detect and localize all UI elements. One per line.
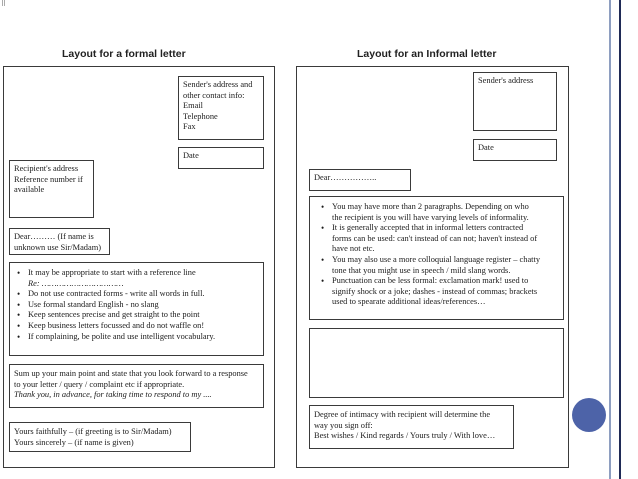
formal-body-box — [9, 262, 264, 356]
informal-body-list — [316, 202, 559, 308]
signoff-line: Best wishes / Kind regards / Yours truly / With love… — [314, 431, 496, 441]
list-item: • Do not use contracted forms - write all words in full. — [28, 289, 259, 300]
sender-line: Fax — [183, 122, 196, 132]
top-left-mark — [2, 0, 5, 6]
recipient-line: Recipient's address — [14, 164, 79, 173]
sender-line: Sender's address — [478, 76, 534, 85]
signoff-line: Yours sincerely – (if name is given) — [14, 437, 134, 447]
sender-line: other contact info: — [183, 90, 245, 100]
dear-line: unknown use Sir/Madam) — [14, 242, 101, 252]
sender-line: Telephone — [183, 111, 218, 121]
informal-date-box — [473, 139, 557, 161]
list-item: • It is generally accepted that in informal letters contracted forms can be used: can't instead of can not; haven't instead of have not etc. — [332, 223, 559, 255]
summary-line: Thank you, in advance, for taking time to respond to my .... — [14, 390, 212, 400]
signoff-line: way you sign off: — [314, 420, 373, 430]
formal-recipient-box — [9, 160, 94, 218]
informal-body-box — [309, 196, 564, 320]
list-item: • Punctuation can be less formal: exclamation mark! used to signify shock or a joke; dashes - instead of commas; brackets used to spearate additional ideas/references… — [332, 276, 559, 308]
informal-dear-box — [309, 169, 411, 191]
dear-line: Dear…………….. — [314, 173, 377, 182]
informal-heading: Layout for an Informal letter — [357, 48, 497, 60]
date-label: Date — [183, 151, 199, 160]
formal-sender-box — [178, 76, 264, 140]
right-border-line-outer — [609, 0, 611, 479]
formal-heading: Layout for a formal letter — [62, 48, 186, 60]
formal-dear-box — [9, 228, 110, 255]
summary-line: Sum up your main point and state that you look forward to a response — [14, 369, 248, 378]
formal-body-list — [14, 268, 259, 342]
informal-empty-box — [309, 328, 564, 398]
formal-summary-box — [9, 364, 264, 408]
informal-signoff-box — [309, 405, 514, 449]
decorative-circle-icon — [572, 398, 606, 432]
formal-date-box — [178, 147, 264, 169]
recipient-line: available — [14, 185, 45, 195]
formal-signoff-box — [9, 422, 191, 452]
list-item: • It may be appropriate to start with a reference line Re: …………………………… — [28, 268, 259, 289]
list-item: • You may also use a more colloquial language register – chatty tone that you might use in speech / mild slang words. — [332, 255, 559, 276]
right-border-line-inner — [619, 0, 621, 479]
informal-sender-box — [473, 72, 557, 131]
list-item: • Use formal standard English - no slang — [28, 300, 259, 311]
list-item: • You may have more than 2 paragraphs. Depending on who the recipient is you will have varying levels of informality. — [332, 202, 559, 223]
signoff-line: Yours faithfully – (if greeting is to Sir/Madam) — [14, 427, 172, 436]
list-item: • Keep sentences precise and get straight to the point — [28, 310, 259, 321]
recipient-line: Reference number if — [14, 174, 83, 184]
date-label: Date — [478, 143, 494, 152]
list-item: • If complaining, be polite and use intelligent vocabulary. — [28, 332, 259, 343]
signoff-line: Degree of intimacy with recipient will determine the — [314, 410, 491, 419]
sender-line: Sender's address and — [183, 80, 253, 89]
sender-line: Email — [183, 101, 204, 111]
summary-line: to your letter / query / complaint etc if appropriate. — [14, 379, 185, 389]
dear-line: Dear……… (If name is — [14, 232, 94, 241]
list-item: • Keep business letters focussed and do not waffle on! — [28, 321, 259, 332]
